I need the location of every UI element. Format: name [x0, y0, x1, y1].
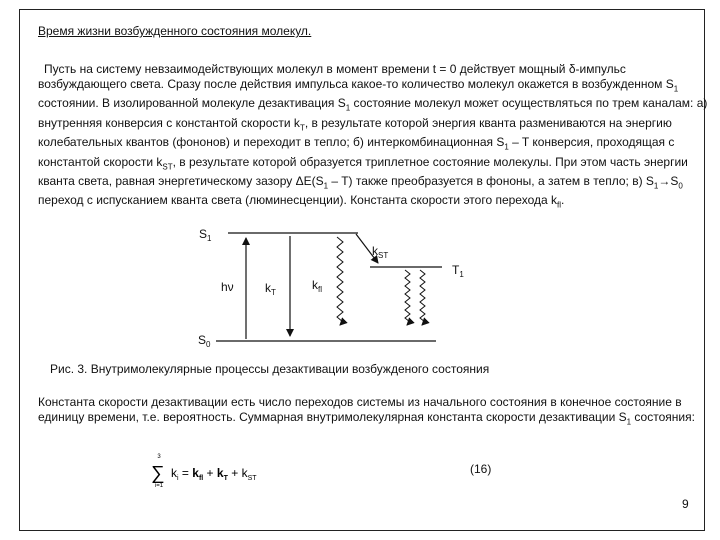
section-title: Время жизни возбужденного состояния молекул.: [38, 24, 312, 38]
kfl-label: $k_{fl}$: [312, 278, 322, 294]
paragraph-rate-constant: Константа скорости дезактивации есть число переходов системы из начального состояния в конечное состояние в единицу времени, т.е. вероятность. Суммарная внутримолекулярная константа скорости дезактивации $S_1$ состояния:: [38, 395, 695, 427]
hv-label: hν: [221, 280, 234, 294]
svg-text:3: 3: [157, 454, 161, 460]
equation-number: (16): [470, 462, 492, 476]
svg-text:i=1: i=1: [154, 483, 164, 489]
s0-label: $S_0$: [198, 333, 211, 349]
t1-label: $T_1$: [452, 263, 464, 279]
figure-caption: Рис. 3. Внутримолекулярные процессы дезактивации возбужденого состояния: [50, 362, 490, 376]
t1-wavy-arrow-1: [405, 270, 410, 325]
sum-symbol: ∑: [151, 463, 165, 484]
svg-text:ki = kfl + kT + kST: $k_i = k_{fl} + k_T + k_{ST}$: [171, 466, 257, 482]
s1-label: $S_1$: [199, 227, 212, 243]
formula-total-rate: [140, 453, 290, 489]
page-number: 9: [682, 497, 689, 511]
paragraph-intro: Пусть на систему невзаимодействующих молекул в момент времени t = 0 действует мощный δ-импульс возбуждающего света. Сразу после действия импульса какое-то количество молекул окажется в возбужденном $S_1$ состоянии. В изолированной молекуле дезактивация $S_1$ состояние молекул может осуществляться по трем каналам: а) внутренняя конверсия с константой скорости $k_T$, в результате которой энергия кванта размениваются на энергию колебательных квантов (фононов) и переходит в тепло; б) интеркомбинационная $S_1$ – T конверсия, проходящая с константой скорости $k_{ST}$, в результате которой образуется триплетное состояние молекулы. При этом часть энергии кванта света, равная энергетическому зазору $\Delta E(S_1 - T)$ также преобразуется в фононы, а затем в тепло; в) $S_1\to S_0$ переход с испусканием кванта света (люминесценции). Константа скорости этого перехода $k_{fl}$.: [38, 62, 708, 210]
t1-wavy-arrow-2: [420, 270, 425, 325]
kfl-wavy-arrow: [337, 237, 343, 325]
kst-label: $k_{ST}$: [372, 244, 389, 260]
kt-label: $k_T$: [265, 281, 276, 297]
